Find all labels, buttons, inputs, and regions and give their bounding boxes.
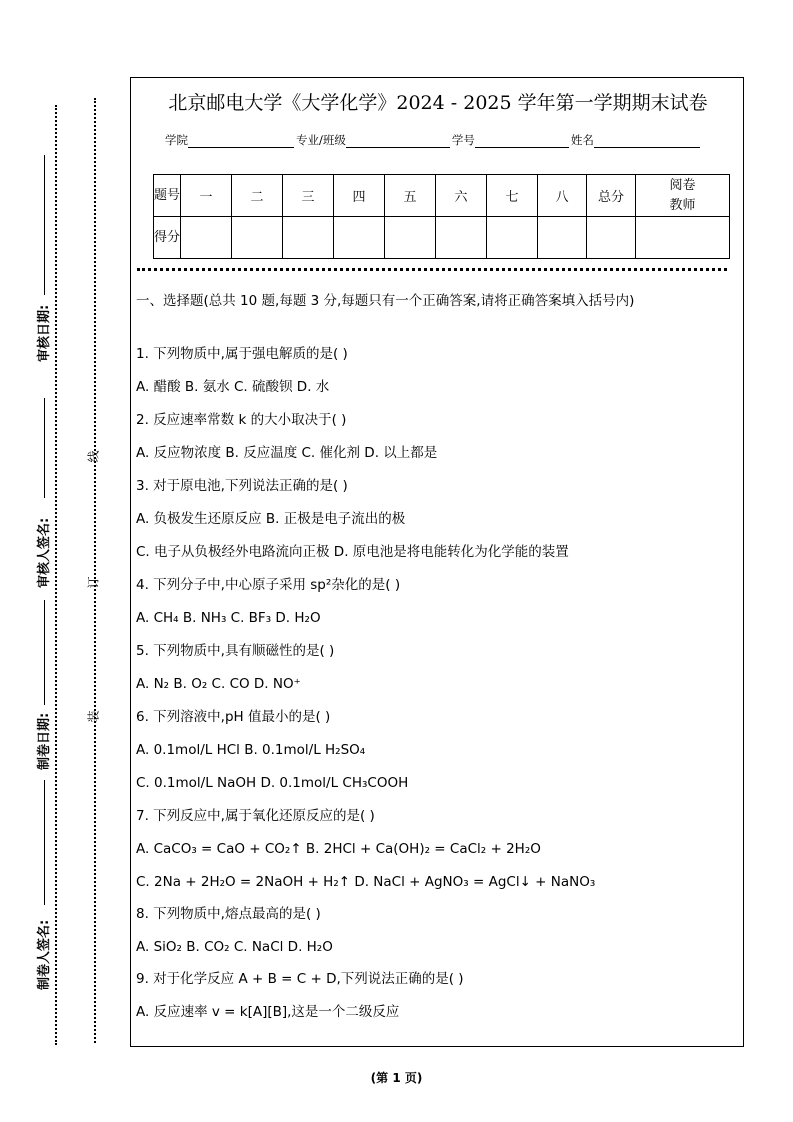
question-2-options: A. 反应物浓度 B. 反应温度 C. 催化剂 D. 以上都是 (136, 445, 438, 461)
student-id-label: 学号 (451, 133, 475, 147)
col-8-header: 八 (538, 175, 587, 217)
score-cell[interactable] (436, 217, 487, 259)
college-label: 学院 (165, 133, 188, 147)
col-1-header: 一 (181, 175, 232, 217)
question-1-options: A. 醋酸 B. 氨水 C. 硫酸钡 D. 水 (136, 379, 330, 395)
question-9: 9. 对于化学反应 A + B = C + D,下列说法正确的是( ) (136, 971, 464, 987)
question-7: 7. 下列反应中,属于氧化还原反应的是( ) (136, 808, 375, 824)
binding-char-zhuang: 装 (86, 710, 101, 723)
question-number-header: 题号 (154, 175, 181, 217)
question-3-options-line-2: C. 电子从负极经外电路流向正极 D. 原电池是将电能转化为化学能的装置 (136, 544, 569, 560)
score-table-score-row (154, 217, 730, 259)
college-field[interactable] (188, 133, 294, 148)
question-9-options: A. 反应速率 v = k[A][B],这是一个二级反应 (136, 1004, 400, 1020)
review-date-label: 审核日期: (37, 304, 52, 362)
student-id-field[interactable] (475, 133, 569, 148)
question-5-options: A. N₂ B. O₂ C. CO D. NO⁺ (136, 676, 301, 692)
question-8: 8. 下列物质中,熔点最高的是( ) (136, 906, 321, 922)
question-4-options: A. CH₄ B. NH₃ C. BF₃ D. H₂O (136, 610, 321, 626)
question-8-options: A. SiO₂ B. CO₂ C. NaCl D. H₂O (136, 939, 333, 955)
score-row-header: 得分 (154, 217, 181, 259)
score-cell[interactable] (334, 217, 385, 259)
review-date-line (44, 155, 45, 295)
section-heading: 一、选择题(总共 10 题,每题 3 分,每题只有一个正确答案,请将正确答案填入括号内) (136, 293, 635, 309)
question-2: 2. 反应速率常数 k 的大小取决于( ) (136, 412, 347, 428)
binding-char-xian: 线 (86, 450, 101, 463)
question-1: 1. 下列物质中,属于强电解质的是( ) (136, 346, 348, 362)
maker-signature-line (44, 780, 45, 905)
score-table (153, 174, 730, 259)
col-3-header: 三 (283, 175, 334, 217)
grader-header: 阅卷教师 (636, 175, 730, 217)
make-date-line (44, 600, 45, 705)
score-cell[interactable] (385, 217, 436, 259)
score-cell[interactable] (538, 217, 587, 259)
score-cell[interactable] (587, 217, 636, 259)
exam-frame (130, 77, 744, 1047)
name-label: 姓名 (570, 133, 594, 147)
question-5: 5. 下列物质中,具有顺磁性的是( ) (136, 643, 335, 659)
question-6-options-line-1: A. 0.1mol/L HCl B. 0.1mol/L H₂SO₄ (136, 742, 366, 758)
question-4: 4. 下列分子中,中心原子采用 sp²杂化的是( ) (136, 577, 401, 593)
major-class-label: 专业/班级 (296, 133, 346, 147)
make-date-label: 制卷日期: (37, 712, 52, 770)
col-7-header: 七 (487, 175, 538, 217)
dotted-separator (137, 268, 727, 271)
major-class-field[interactable] (346, 133, 450, 148)
score-cell[interactable] (232, 217, 283, 259)
binding-char-ding: 订 (86, 576, 101, 589)
score-cell[interactable] (636, 217, 730, 259)
col-6-header: 六 (436, 175, 487, 217)
question-6-options-line-2: C. 0.1mol/L NaOH D. 0.1mol/L CH₃COOH (136, 775, 409, 791)
col-5-header: 五 (385, 175, 436, 217)
score-cell[interactable] (283, 217, 334, 259)
question-3: 3. 对于原电池,下列说法正确的是( ) (136, 478, 348, 494)
reviewer-signature-label: 审核人签名: (37, 517, 52, 588)
score-cell[interactable] (487, 217, 538, 259)
question-6: 6. 下列溶液中,pH 值最小的是( ) (136, 709, 331, 725)
student-info-row (165, 132, 702, 148)
binding-dotted-line-inner (94, 98, 96, 1043)
question-3-options-line-1: A. 负极发生还原反应 B. 正极是电子流出的极 (136, 511, 406, 527)
name-field[interactable] (594, 133, 700, 148)
question-7-options-line-2: C. 2Na + 2H₂O = 2NaOH + H₂↑ D. NaCl + AgNO₃ = AgCl↓ + NaNO₃ (136, 874, 596, 890)
exam-title: 北京邮电大学《大学化学》2024 - 2025 学年第一学期期末试卷 (168, 92, 708, 114)
score-table-header-row (154, 175, 730, 217)
score-cell[interactable] (181, 217, 232, 259)
page-number: (第 1 页) (370, 1071, 423, 1085)
col-2-header: 二 (232, 175, 283, 217)
question-7-options-line-1: A. CaCO₃ = CaO + CO₂↑ B. 2HCl + Ca(OH)₂ = CaCl₂ + 2H₂O (136, 841, 541, 857)
total-header: 总分 (587, 175, 636, 217)
maker-signature-label: 制卷人签名: (37, 919, 52, 990)
reviewer-signature-line (44, 398, 45, 498)
col-4-header: 四 (334, 175, 385, 217)
binding-dotted-line-outer (55, 105, 57, 1045)
